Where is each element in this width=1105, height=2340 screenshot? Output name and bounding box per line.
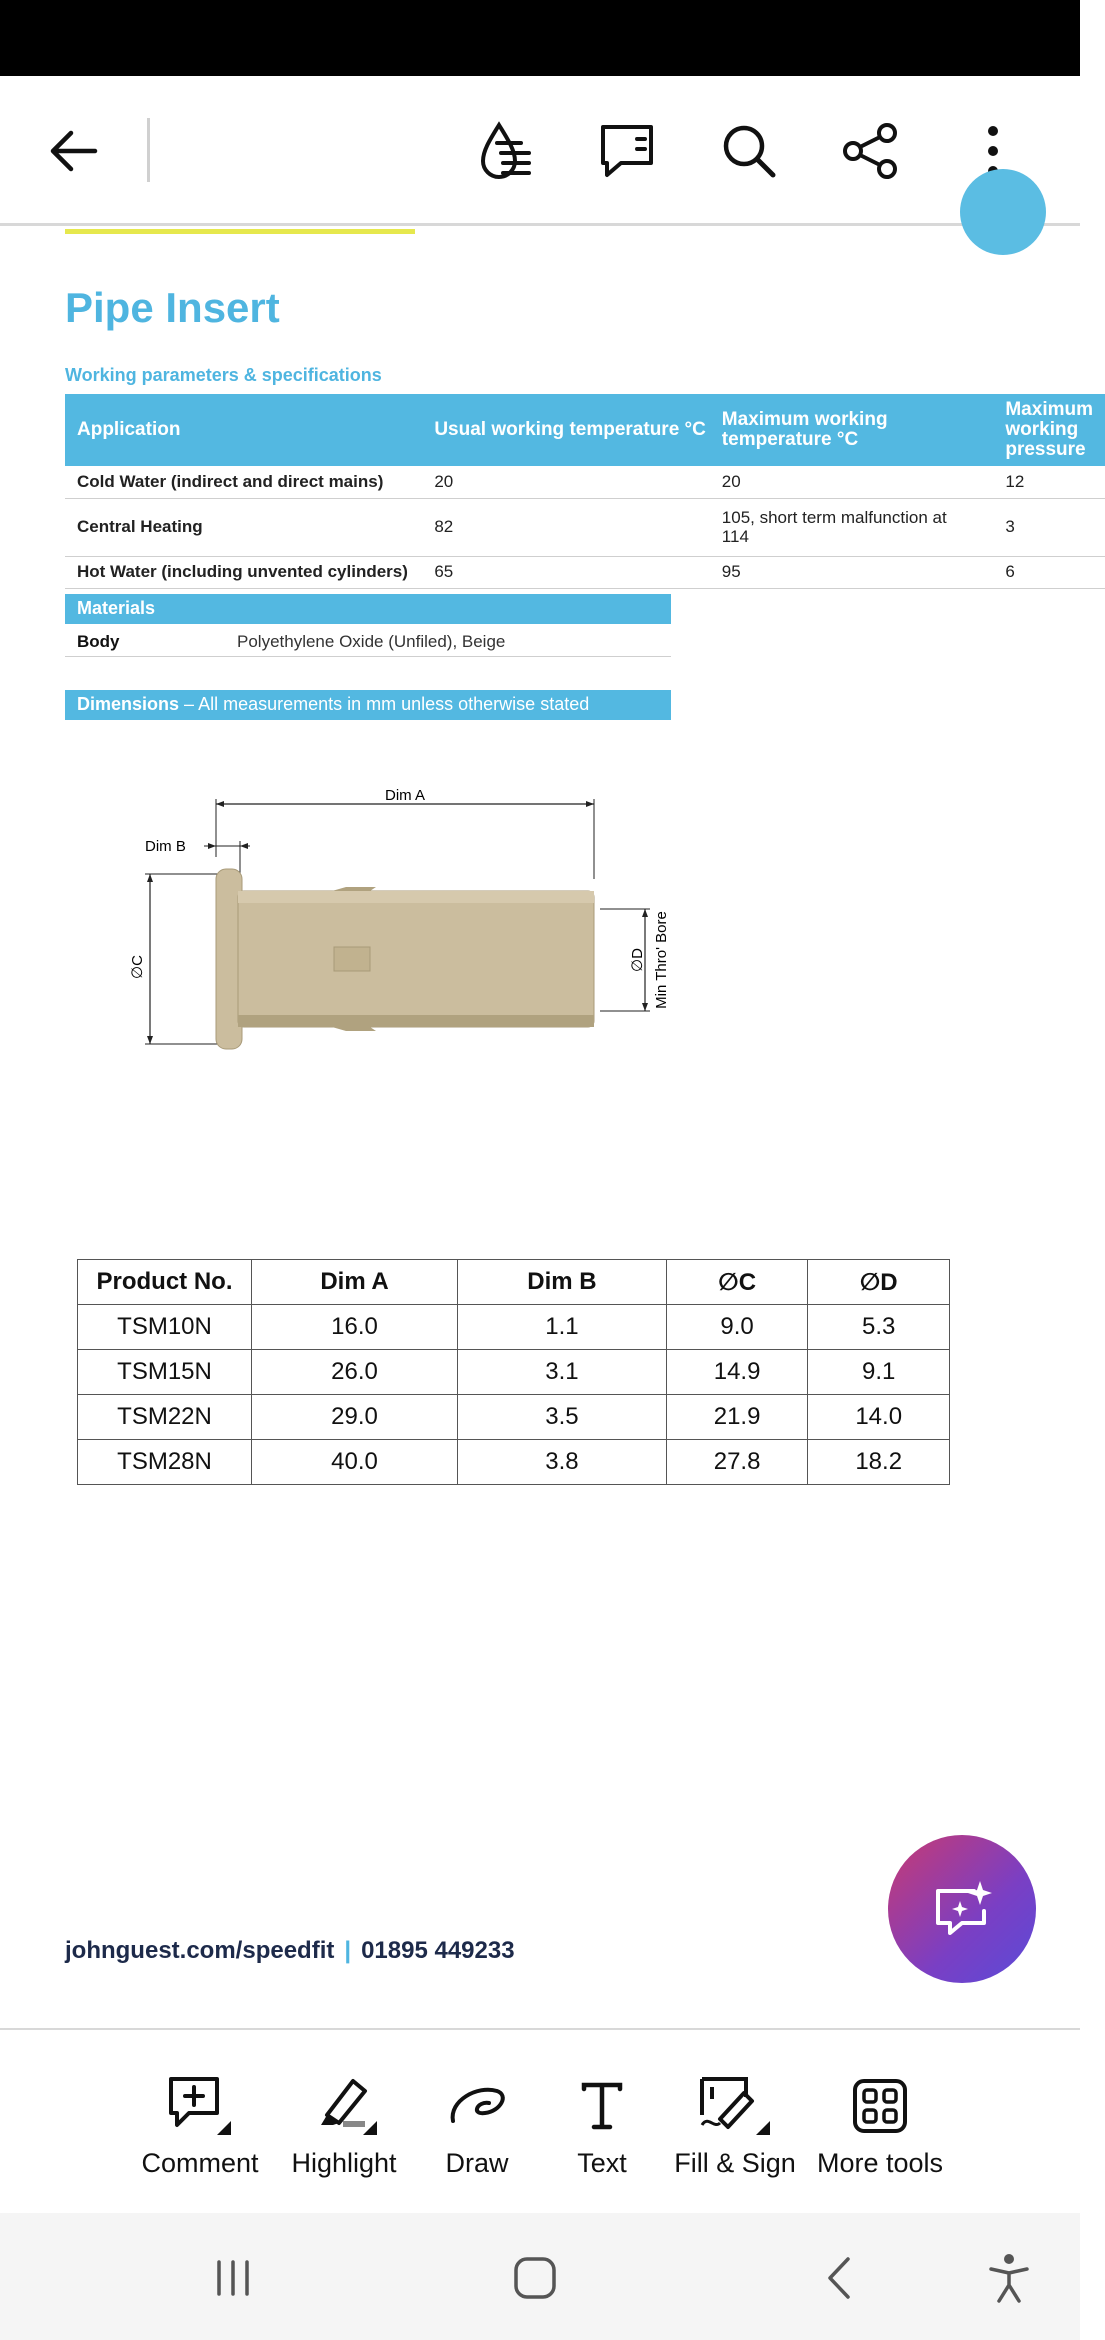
share-button[interactable] [836,116,906,186]
decorative-circle [960,169,1046,255]
spec-cell: 95 [718,557,1002,589]
dim-cell: 29.0 [252,1395,458,1440]
accessibility-button[interactable] [974,2243,1044,2313]
text-tool[interactable] [552,2030,652,2215]
search-button[interactable] [714,116,784,186]
insert-shadow [238,1015,594,1027]
table-row [78,1305,950,1350]
materials-key: Body [77,632,120,651]
draw-squiggle-icon [447,2081,507,2131]
recent-apps-icon [211,2256,255,2300]
footer-phone: 01895 449233 [361,1937,515,1964]
specs-heading: Working parameters & specifications [65,365,382,385]
ai-chat-sparkle-icon [930,1877,994,1941]
highlight-label: Highlight [291,2148,397,2178]
text-label: Text [577,2148,627,2178]
accessibility-icon [987,2253,1031,2303]
dimensions-table [77,1259,950,1485]
spec-cell: 65 [422,557,717,589]
fill-sign-pen-icon [698,2075,772,2137]
system-back-button[interactable] [804,2243,874,2313]
spec-table-header [65,394,1105,466]
fill-sign-tool[interactable] [668,2030,802,2215]
dim-d-label: ∅D [629,948,646,972]
spec-row [65,499,1105,557]
spec-cell: Central Heating [65,499,422,557]
ai-assistant-button[interactable] [888,1835,1036,1983]
bottom-toolbar [0,2028,1080,2213]
spec-cell: 3 [1001,499,1105,557]
dim-cell: 21.9 [666,1395,808,1440]
decorative-strip [65,229,415,234]
spec-cell: Hot Water (including unvented cylinders) [65,557,422,589]
app-bar-divider [147,118,150,182]
spec-cell: 6 [1001,557,1105,589]
more-tools[interactable] [812,2030,948,2215]
insert-barb-top [332,887,376,891]
insert-barb-bottom [332,1027,376,1031]
spec-cell: 82 [422,499,717,557]
pdf-page[interactable] [0,229,1093,2029]
comment-tool[interactable] [138,2030,262,2215]
search-icon [719,121,779,181]
comment-label: Comment [141,2148,259,2178]
product-no-cell: TSM22N [78,1395,252,1440]
fill-sign-label: Fill & Sign [674,2148,796,2178]
insert-window [334,947,370,971]
draw-label: Draw [445,2148,509,2178]
back-button[interactable] [38,116,108,186]
product-no-cell: TSM15N [78,1350,252,1395]
home-icon [512,2255,558,2301]
dim-cell: 26.0 [252,1350,458,1395]
system-navigation-bar [0,2213,1080,2340]
dim-table-header [78,1260,950,1305]
dim-header-a: Dim A [252,1260,458,1305]
liquid-mode-button[interactable] [472,116,542,186]
dim-header-product: Product No. [78,1260,252,1305]
liquid-mode-icon [475,119,539,183]
spec-row [65,466,1105,499]
spec-cell: Cold Water (indirect and direct mains) [65,466,422,499]
add-comment-icon [167,2075,233,2137]
share-icon [841,121,901,181]
dimensions-heading [65,690,671,720]
more-tools-grid-icon [852,2078,908,2134]
spec-cell: 20 [718,466,1002,499]
dim-cell: 3.8 [458,1440,667,1485]
spec-cell: 20 [422,466,717,499]
footer-website: johnguest.com/speedfit [65,1937,335,1964]
dim-header-c: ∅C [666,1260,808,1305]
page-title: Pipe Insert [65,284,280,331]
dimensions-note: – All measurements in mm unless otherwise stated [184,694,590,714]
app-bar [0,76,1080,226]
dim-header-b: Dim B [458,1260,667,1305]
dim-cell: 40.0 [252,1440,458,1485]
dimensions-title: Dimensions [77,694,180,714]
dim-cell: 18.2 [808,1440,950,1485]
footer-separator: | [344,1937,352,1964]
back-arrow-icon [47,129,99,173]
dim-cell: 14.0 [808,1395,950,1440]
system-back-icon [824,2255,854,2301]
spec-header-max-temp: Maximum working temperature °C [718,394,1002,466]
pipe-insert-diagram [120,789,680,1089]
highlighter-icon [309,2075,379,2137]
text-t-icon [580,2081,624,2131]
document-footer [65,1937,515,1965]
dim-b-label: Dim B [145,838,186,855]
table-row [78,1395,950,1440]
spec-row [65,557,1105,589]
dim-cell: 14.9 [666,1350,808,1395]
spec-cell: 12 [1001,466,1105,499]
spec-header-usual-temp: Usual working temperature °C [422,394,717,466]
product-no-cell: TSM28N [78,1440,252,1485]
recent-apps-button[interactable] [198,2243,268,2313]
status-bar [0,0,1080,76]
insert-body [238,891,594,1027]
comments-button[interactable] [592,116,662,186]
dim-c-label: ∅C [129,955,146,979]
dim-cell: 5.3 [808,1305,950,1350]
dim-cell: 16.0 [252,1305,458,1350]
materials-row [65,627,671,657]
more-tools-label: More tools [816,2148,944,2178]
dim-cell: 1.1 [458,1305,667,1350]
highlight-tool[interactable] [282,2030,406,2215]
table-row [78,1350,950,1395]
dim-cell: 3.5 [458,1395,667,1440]
spec-header-application: Application [65,394,422,466]
materials-value: Polyethylene Oxide (Unfiled), Beige [237,632,506,651]
dim-cell: 9.1 [808,1350,950,1395]
spec-cell: 105, short term malfunction at 114 [718,499,1002,557]
product-no-cell: TSM10N [78,1305,252,1350]
spec-header-max-pressure: Maximum working pressure [1001,394,1105,466]
dim-cell: 3.1 [458,1350,667,1395]
dim-header-d: ∅D [808,1260,950,1305]
insert-highlight [238,891,594,903]
comments-icon [595,119,659,183]
draw-tool[interactable] [425,2030,529,2215]
bore-label: Min Thro' Bore [653,911,670,1009]
spec-table [65,394,1105,589]
dim-cell: 27.8 [666,1440,808,1485]
table-row [78,1440,950,1485]
dim-a-label: Dim A [384,787,426,804]
dim-cell: 9.0 [666,1305,808,1350]
materials-heading: Materials [65,594,671,624]
home-button[interactable] [500,2243,570,2313]
